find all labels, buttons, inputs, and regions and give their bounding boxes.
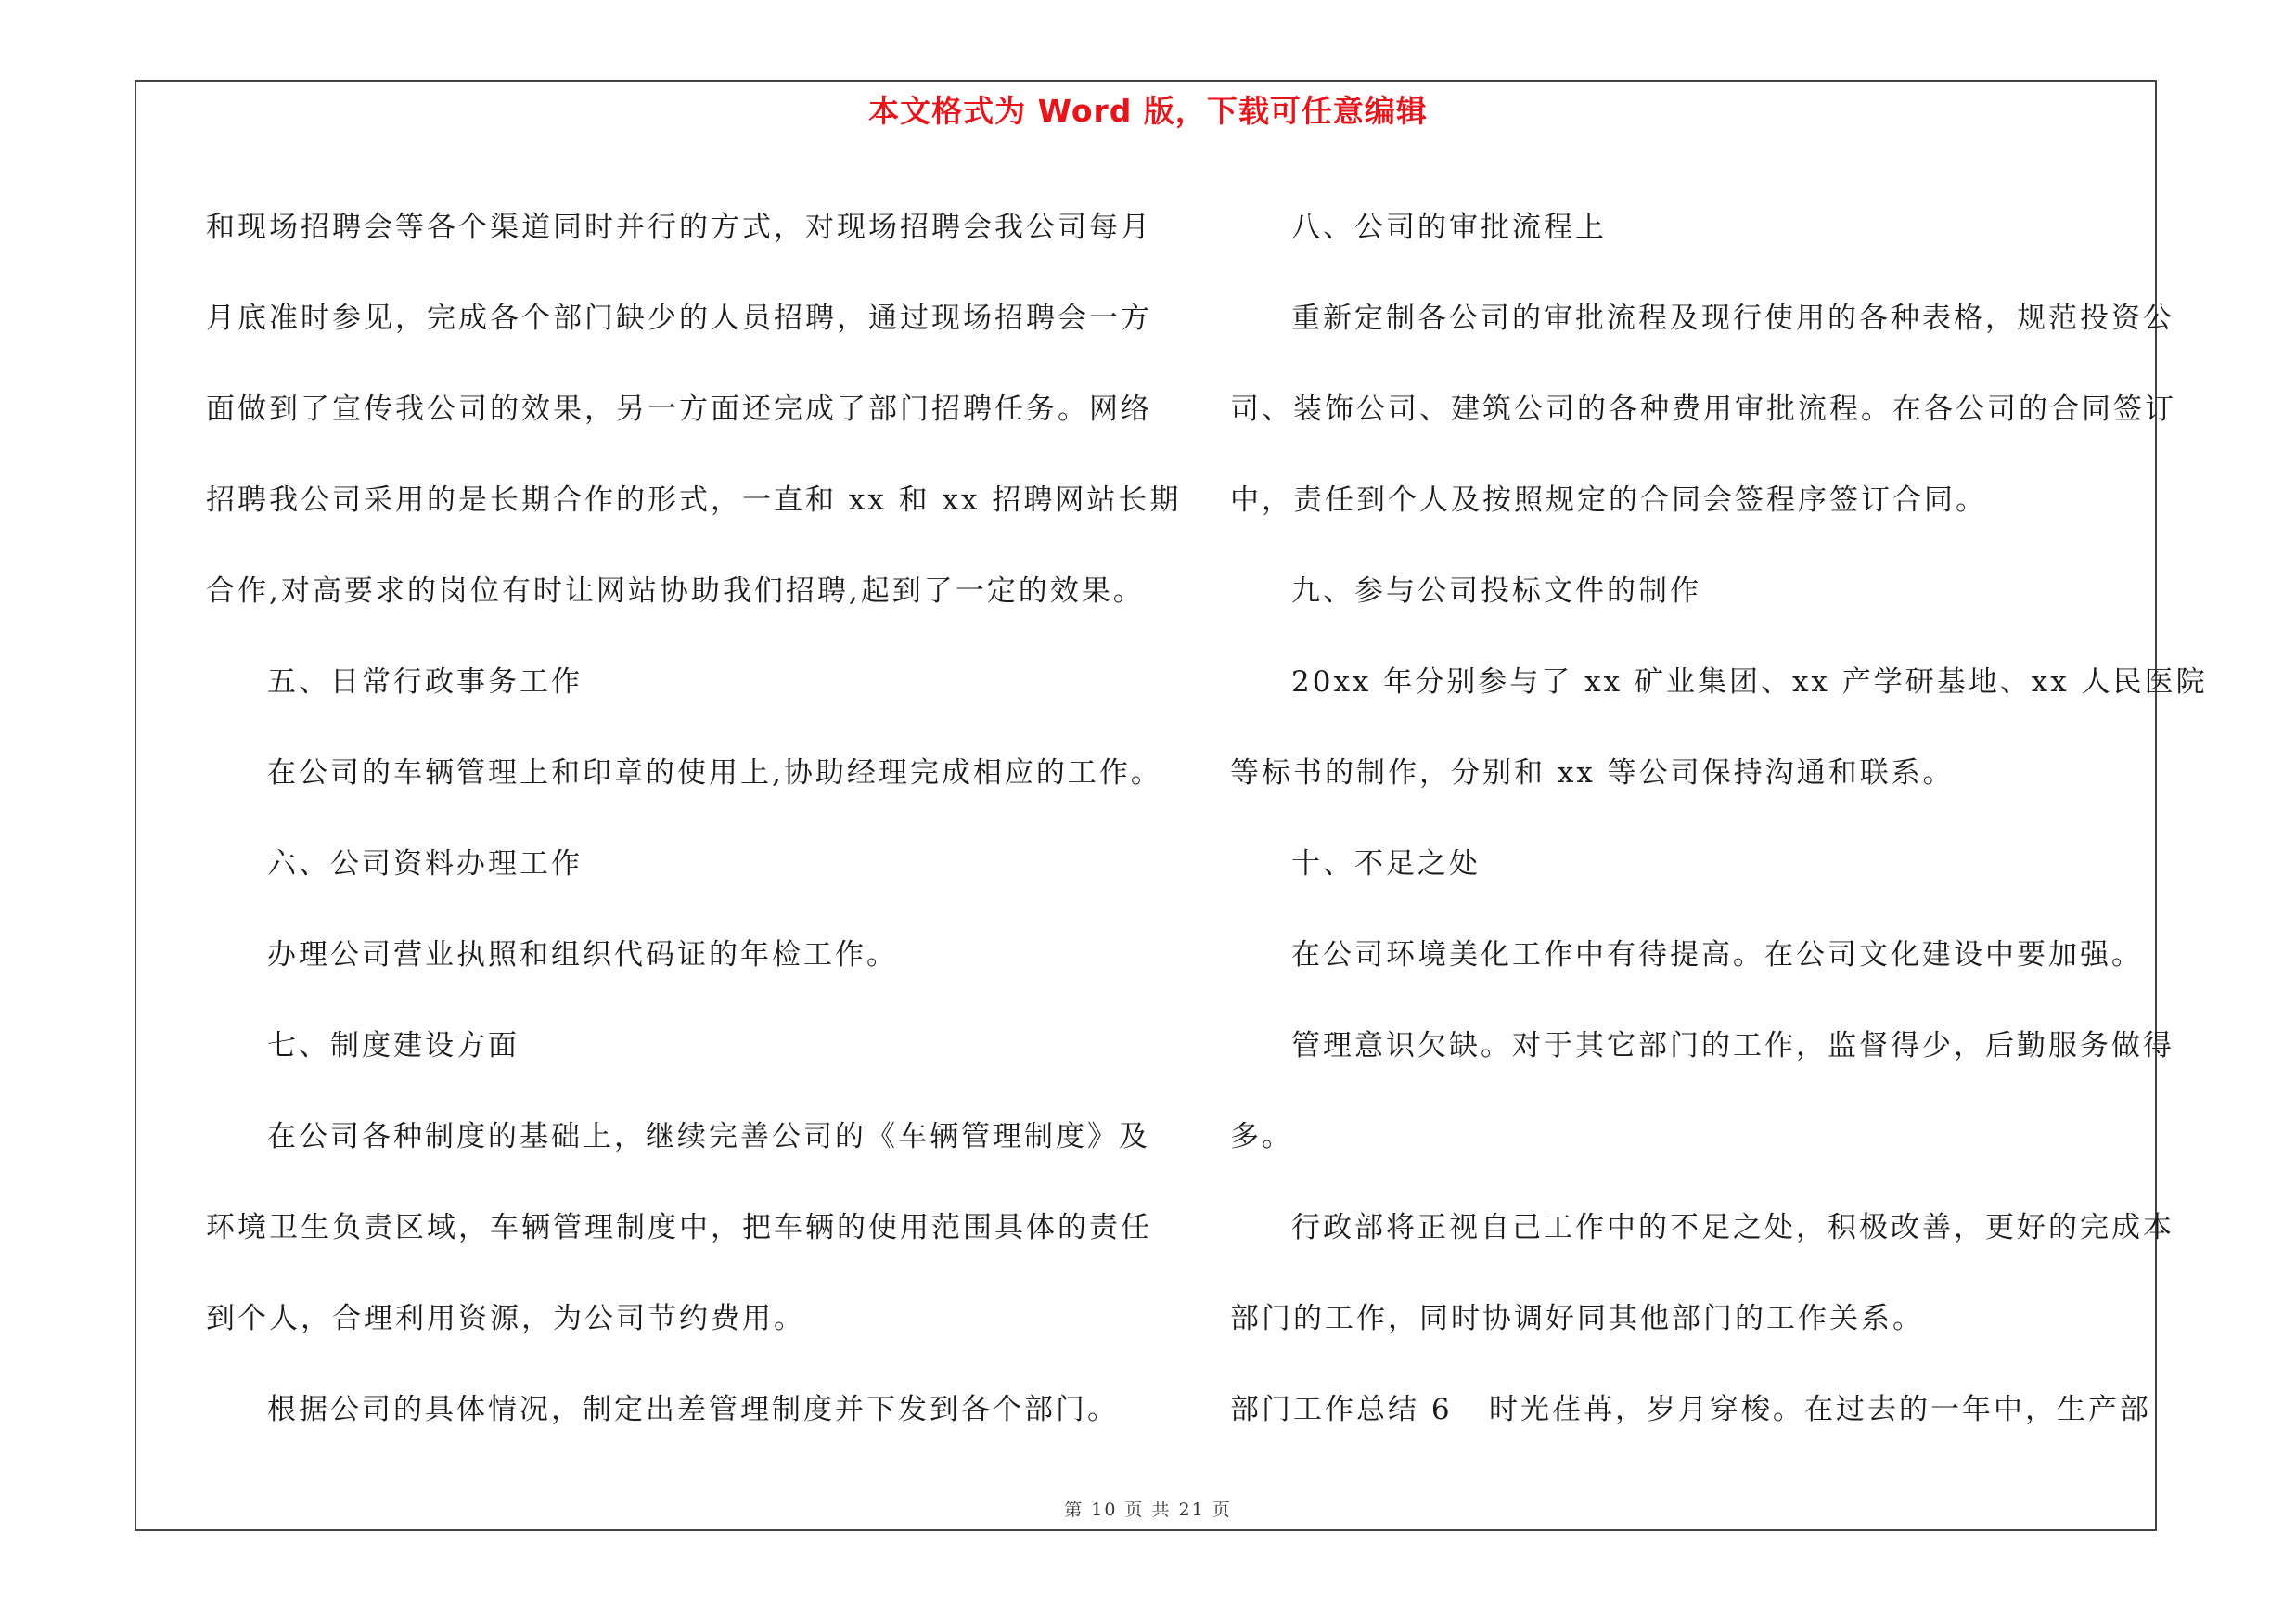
paragraph-line: 六、公司资料办理工作 — [267, 847, 583, 881]
paragraph-line: 环境卫生负责区域，车辆管理制度中，把车辆的使用范围具体的责任 — [206, 1211, 1152, 1244]
paragraph-line: 八、公司的审批流程上 — [1291, 211, 1607, 244]
paragraph-line: 在公司的车辆管理上和印章的使用上,协助经理完成相应的工作。 — [267, 756, 1162, 790]
format-banner: 本文格式为 Word 版，下载可任意编辑 — [868, 93, 1428, 129]
paragraph-line: 在公司环境美化工作中有待提高。在公司文化建设中要加强。 — [1291, 938, 2143, 972]
paragraph-line: 中，责任到个人及按照规定的合同会签程序签订合同。 — [1230, 483, 1987, 517]
right-column — [1230, 182, 2208, 1455]
section-intro-text: 时光荏苒，岁月穿梭。在过去的一年中，生产部 — [1489, 1393, 2151, 1426]
paragraph-line: 多。 — [1230, 1120, 1293, 1153]
paragraph-line: 重新定制各公司的审批流程及现行使用的各种表格，规范投资公 — [1291, 302, 2174, 335]
paragraph-line: 根据公司的具体情况，制定出差管理制度并下发到各个部门。 — [267, 1393, 1119, 1426]
paragraph-line: 九、参与公司投标文件的制作 — [1291, 574, 1701, 608]
section-heading: 部门工作总结 6 — [1230, 1393, 1453, 1426]
paragraph-line: 在公司各种制度的基础上，继续完善公司的《车辆管理制度》及 — [267, 1120, 1150, 1153]
paragraph-line: 月底准时参见，完成各个部门缺少的人员招聘，通过现场招聘会一方 — [206, 302, 1152, 335]
paragraph-line: 20xx 年分别参与了 xx 矿业集团、xx 产学研基地、xx 人民医院 — [1291, 665, 2208, 699]
paragraph-line: 行政部将正视自己工作中的不足之处，积极改善，更好的完成本 — [1291, 1211, 2174, 1244]
paragraph-line: 司、装饰公司、建筑公司的各种费用审批流程。在各公司的合同签订 — [1230, 393, 2176, 426]
paragraph-line: 等标书的制作，分别和 xx 等公司保持沟通和联系。 — [1230, 756, 1955, 790]
paragraph-line: 十、不足之处 — [1291, 847, 1481, 881]
paragraph-line: 招聘我公司采用的是长期合作的形式，一直和 xx 和 xx 招聘网站长期 — [206, 483, 1182, 517]
paragraph-line: 到个人，合理利用资源，为公司节约费用。 — [206, 1302, 805, 1335]
paragraph-line: 办理公司营业执照和组织代码证的年检工作。 — [267, 938, 898, 972]
paragraph-line: 合作,对高要求的岗位有时让网站协助我们招聘,起到了一定的效果。 — [206, 574, 1145, 608]
paragraph-line: 部门的工作，同时协调好同其他部门的工作关系。 — [1230, 1302, 1924, 1335]
left-column — [206, 182, 1182, 1455]
paragraph-line: 和现场招聘会等各个渠道同时并行的方式，对现场招聘会我公司每月 — [206, 211, 1152, 244]
paragraph-line: 七、制度建设方面 — [267, 1029, 519, 1063]
page-number: 第 10 页 共 21 页 — [1064, 1500, 1232, 1520]
paragraph-line: 五、日常行政事务工作 — [267, 665, 583, 699]
paragraph-line: 面做到了宣传我公司的效果，另一方面还完成了部门招聘任务。网络 — [206, 393, 1152, 426]
paragraph-line: 管理意识欠缺。对于其它部门的工作，监督得少，后勤服务做得 — [1291, 1029, 2174, 1063]
section-heading-line — [1230, 1364, 2151, 1455]
